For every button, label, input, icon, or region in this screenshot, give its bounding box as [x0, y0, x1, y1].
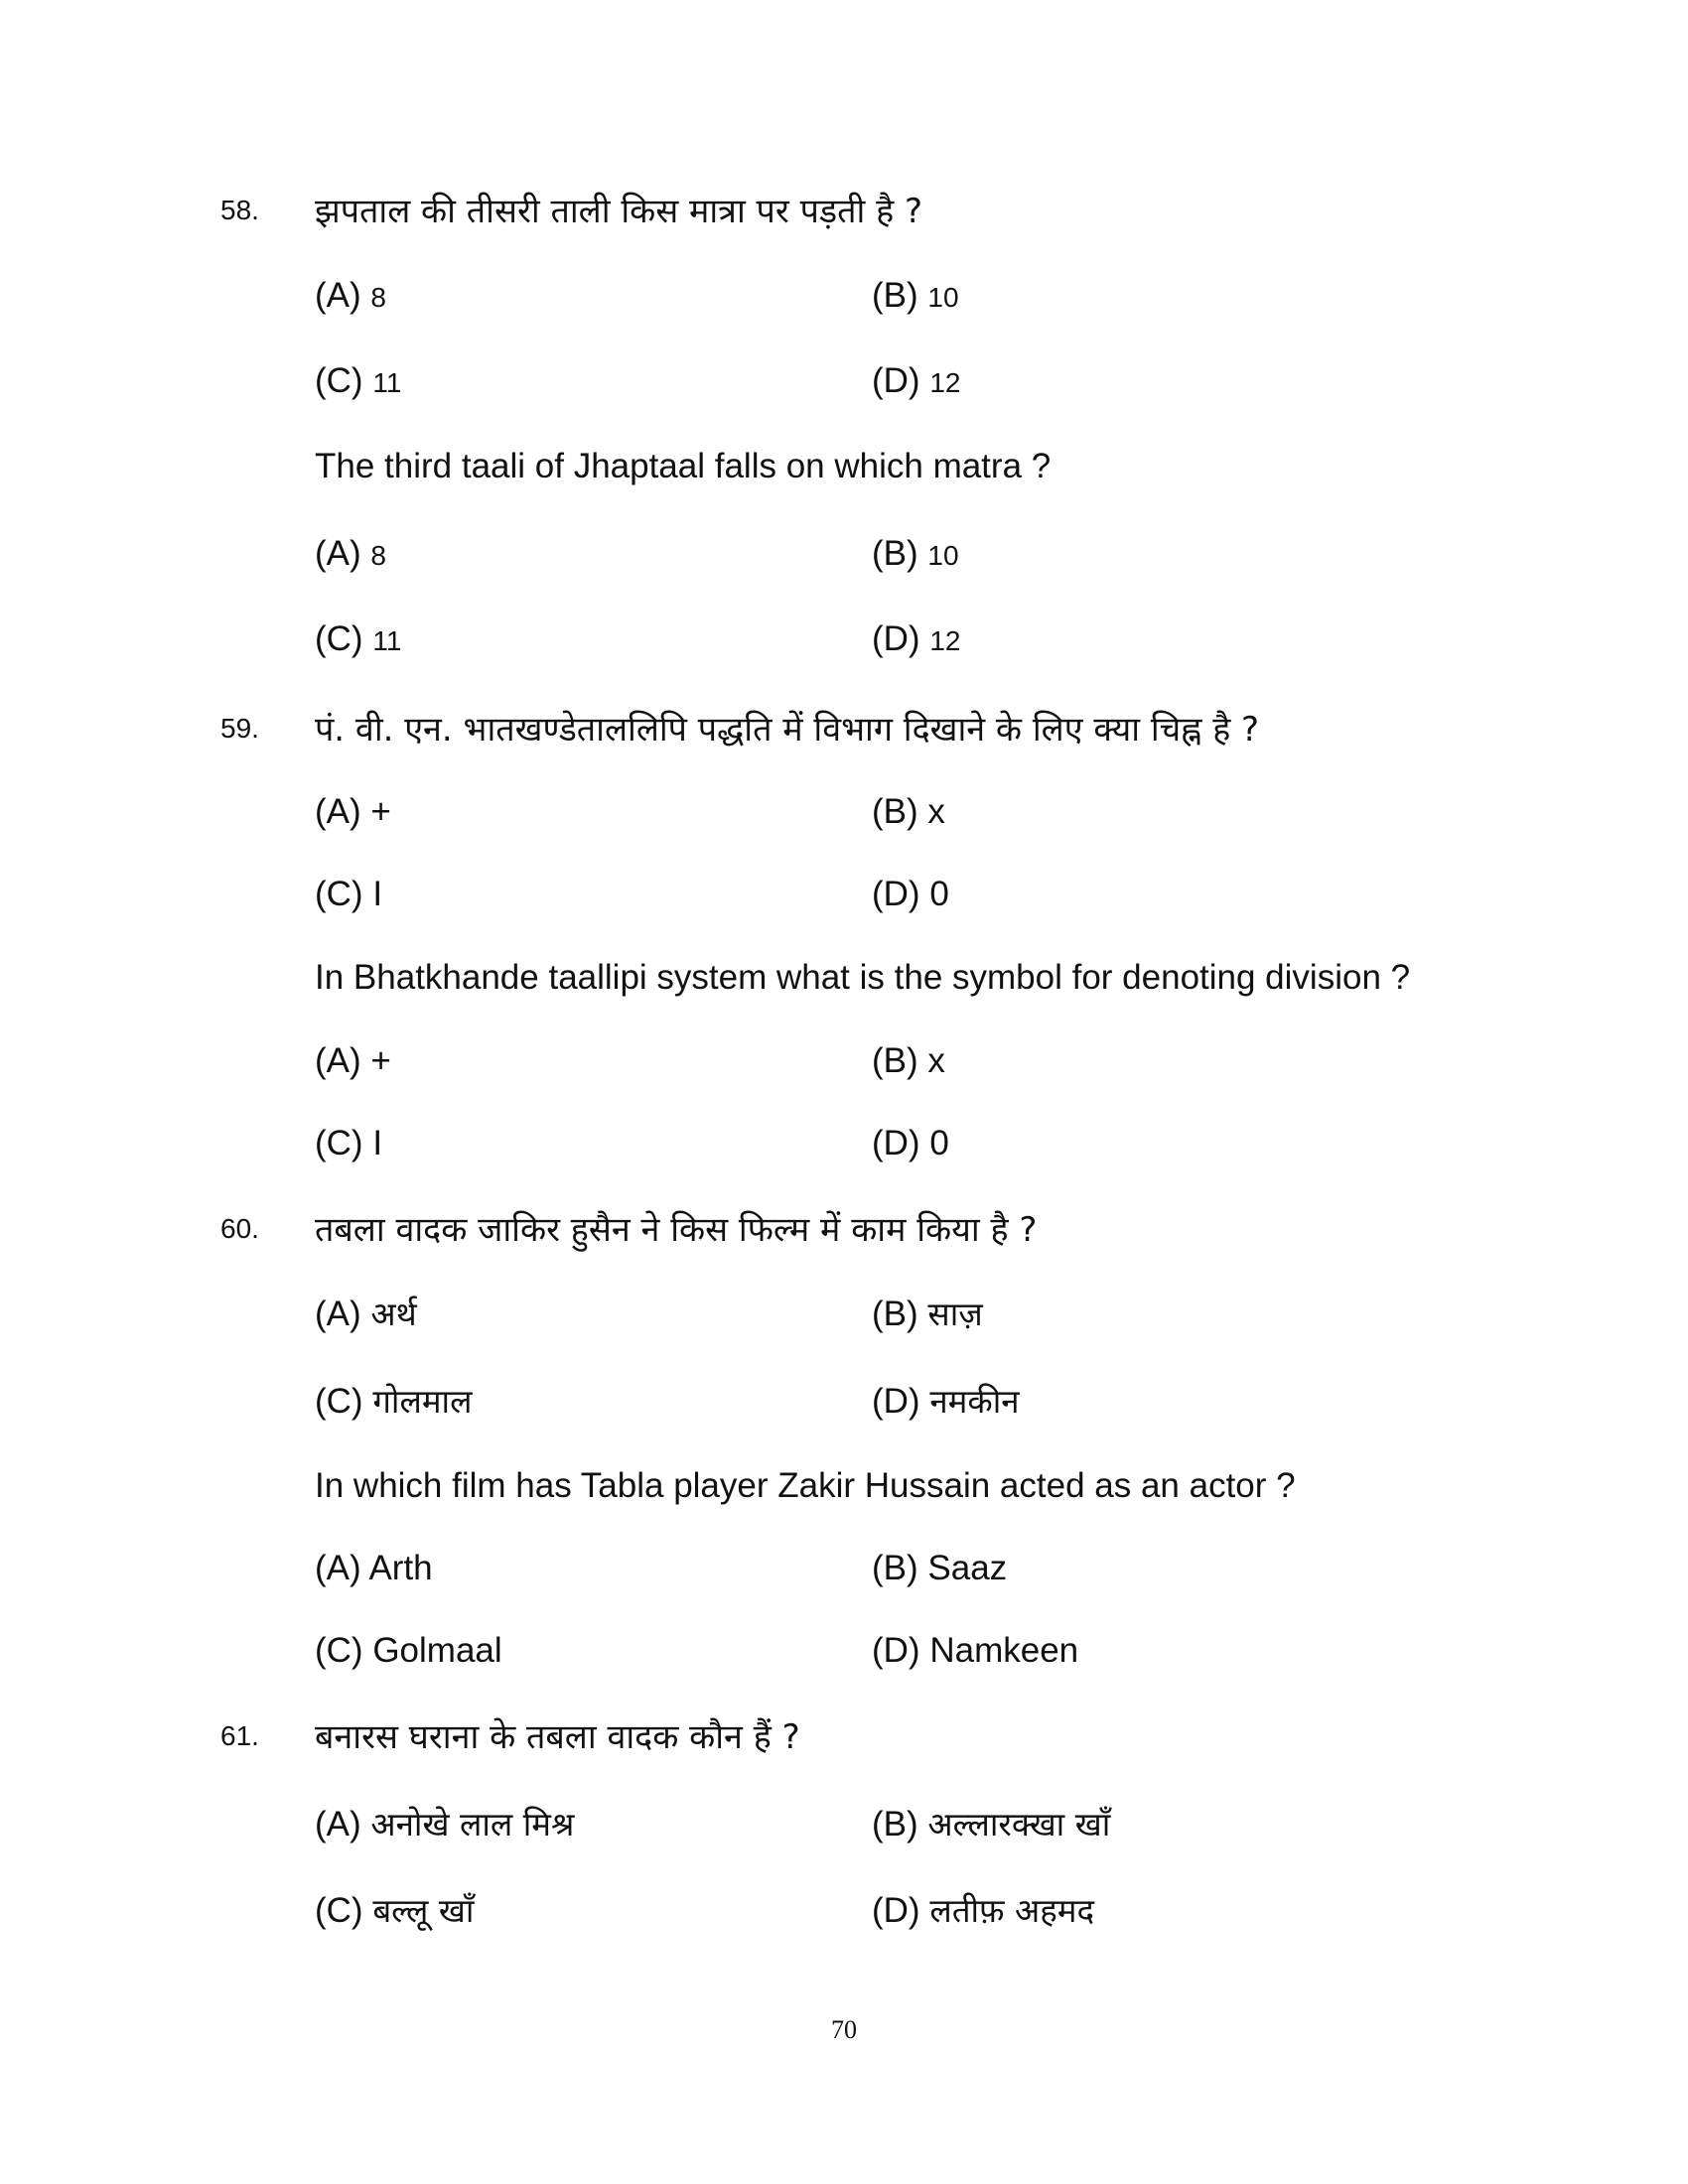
option-b: (B) 10 — [872, 534, 959, 573]
option-b: (B) अल्लारक्खा खाँ — [872, 1805, 1111, 1843]
option-b: (B) Saaz — [872, 1549, 1008, 1587]
option-d: (D) 12 — [872, 361, 961, 400]
question-text-english: The third taali of Jhaptaal falls on which matra ? — [315, 447, 1052, 485]
question-number: 60. — [220, 1213, 259, 1244]
question-text-hindi: बनारस घराना के तबला वादक कौन हैं ? — [315, 1717, 800, 1757]
page-number: 70 — [831, 2015, 857, 2044]
option-d: (D) Namkeen — [872, 1631, 1079, 1670]
option-b: (B) x — [872, 1041, 945, 1080]
option-d: (D) 0 — [872, 1124, 949, 1162]
option-c: (C) बल्लू खाँ — [315, 1891, 475, 1930]
question-text-hindi: झपताल की तीसरी ताली किस मात्रा पर पड़ती है ? — [315, 192, 922, 231]
option-d: (D) नमकीन — [872, 1382, 1020, 1421]
option-c: (C) I — [315, 1124, 383, 1162]
question-text-hindi: तबला वादक जाकिर हुसैन ने किस फिल्म में काम किया है ? — [315, 1210, 1038, 1250]
option-b: (B) x — [872, 792, 945, 831]
option-b: (B) साज़ — [872, 1295, 983, 1333]
question-number: 61. — [220, 1720, 259, 1751]
question-number: 58. — [220, 195, 259, 225]
option-a: (A) अनोखे लाल मिश्र — [315, 1805, 575, 1843]
question-number: 59. — [220, 713, 259, 744]
option-b: (B) 10 — [872, 276, 959, 315]
question-text-english: In which film has Tabla player Zakir Hussain acted as an actor ? — [315, 1466, 1296, 1505]
option-a: (A) Arth — [315, 1549, 433, 1587]
option-c: (C) 11 — [315, 361, 402, 400]
option-c: (C) गोलमाल — [315, 1382, 473, 1421]
question-text-hindi: पं. वी. एन. भातखण्डेताललिपि पद्धति में विभाग दिखाने के लिए क्या चिह्न है ? — [315, 710, 1260, 750]
option-d: (D) 12 — [872, 619, 961, 658]
option-a: (A) + — [315, 1041, 391, 1080]
question-text-english: In Bhatkhande taallipi system what is the symbol for denoting division ? — [315, 958, 1411, 997]
option-d: (D) लतीफ़ अहमद — [872, 1891, 1094, 1930]
option-a: (A) + — [315, 792, 391, 831]
option-c: (C) Golmaal — [315, 1631, 502, 1670]
option-a: (A) 8 — [315, 534, 386, 573]
option-c: (C) I — [315, 875, 383, 913]
option-a: (A) 8 — [315, 276, 386, 315]
option-c: (C) 11 — [315, 619, 402, 658]
option-d: (D) 0 — [872, 875, 949, 913]
option-a: (A) अर्थ — [315, 1295, 417, 1333]
